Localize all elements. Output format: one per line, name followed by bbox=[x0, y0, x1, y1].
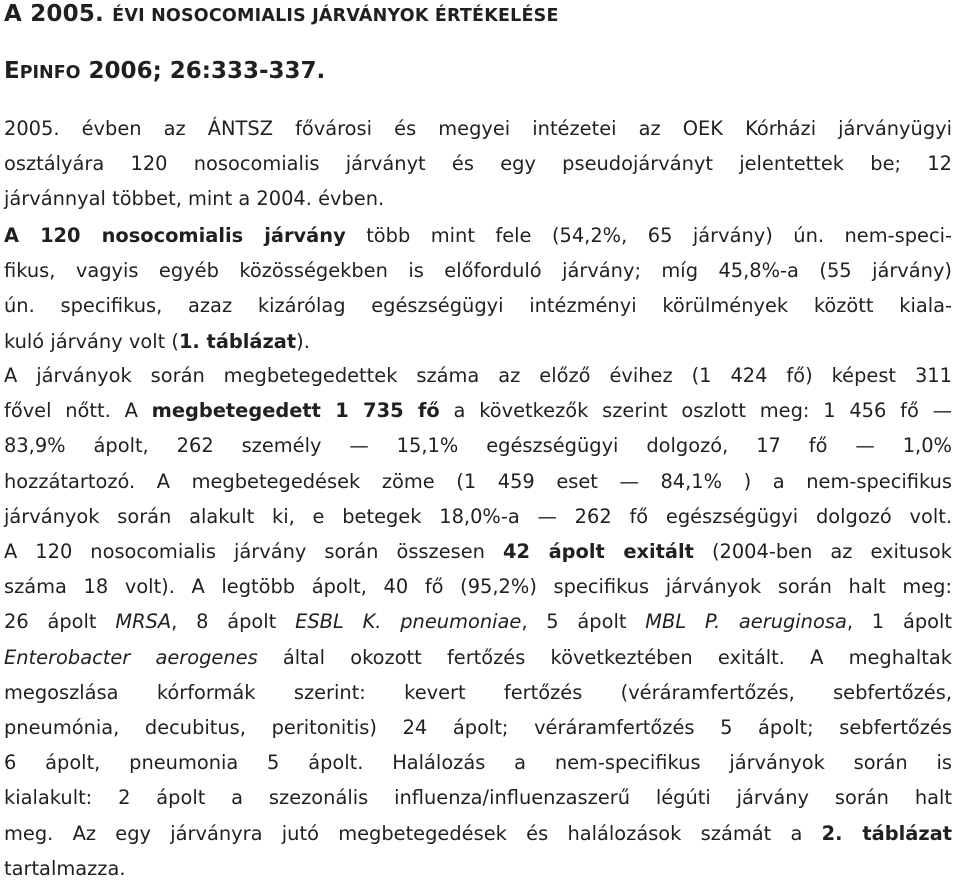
text-run: A 120 nosocomialis járvány során összesen bbox=[4, 540, 503, 564]
organism-name: ESBL K. pneumoniae bbox=[295, 610, 522, 634]
text-line: száma 18 volt). A legtöbb ápolt, 40 fő (95,2%) specifikus járványok során halt meg: bbox=[4, 575, 952, 599]
text-run: (2004-ben az exitusok bbox=[693, 540, 952, 564]
organism-name: Enterobacter aerogenes bbox=[4, 645, 258, 669]
text-line bbox=[4, 604, 952, 639]
text-line: ún. specifikus, azaz kizárólag egészségügyi intézményi körülmények között kiala- bbox=[4, 294, 952, 318]
emphasis: A 120 nosocomialis járvány bbox=[4, 224, 346, 247]
citation-part: PINFO bbox=[19, 63, 81, 83]
paragraph-2 bbox=[4, 218, 952, 359]
paragraph-1 bbox=[4, 111, 952, 217]
text-run: több mint fele (54,2%, 65 járvány) ún. nem-speci- bbox=[345, 224, 952, 247]
organism-name: MRSA bbox=[115, 610, 172, 634]
text-line: járványok során alakult ki, e betegek 18,0%-a — 262 fő egészségügyi dolgozó volt. bbox=[4, 504, 952, 528]
text-line: 2005. évben az ÁNTSZ fővárosi és megyei intézetei az OEK Kórházi járványügyi bbox=[4, 117, 952, 140]
text-line: tartalmazza. bbox=[4, 856, 126, 880]
text-line bbox=[4, 324, 952, 359]
citation-part: E bbox=[4, 58, 20, 84]
organism-name: MBL P. aeruginosa bbox=[645, 610, 847, 634]
page-title bbox=[4, 1, 559, 27]
paragraph-3 bbox=[4, 358, 952, 886]
text-run: meg. Az egy járványra jutó megbetegedések és halálozások számát a bbox=[4, 821, 822, 845]
text-run: , 5 ápolt bbox=[521, 610, 646, 634]
citation-part: 2006; 26:333-337. bbox=[80, 58, 326, 84]
text-line: pneumónia, decubitus, peritonitis) 24 ápolt; véráramfertőzés 5 ápolt; sebfertőzés bbox=[4, 716, 952, 740]
table-reference: 1. táblázat bbox=[178, 329, 297, 353]
text-line: A járványok során megbetegedettek száma az előző évihez (1 424 fő) képest 311 bbox=[4, 364, 952, 387]
emphasis: megbetegedett 1 735 fő bbox=[151, 399, 440, 423]
text-line: fikus, vagyis egyéb közösségekben is előforduló járvány; míg 45,8%-a (55 járvány) bbox=[4, 259, 952, 283]
text-line: járvánnyal többet, mint a 2004. évben. bbox=[4, 187, 385, 211]
text-line: osztályára 120 nosocomialis járványt és egy pseudojárványt jelentettek be; 12 bbox=[4, 152, 952, 176]
text-line bbox=[4, 534, 952, 569]
text-run: ). bbox=[296, 329, 310, 353]
text-run: 26 ápolt bbox=[4, 610, 116, 634]
text-run: kuló járvány volt ( bbox=[4, 329, 179, 353]
text-line: 83,9% ápolt, 262 személy — 15,1% egészségügyi dolgozó, 17 fő — 1,0% bbox=[4, 434, 952, 458]
title-part: ÉVI NOSOCOMIALIS JÁRVÁNYOK ÉRTÉKELÉSE bbox=[112, 6, 559, 26]
citation bbox=[4, 58, 325, 84]
text-line: 6 ápolt, pneumonia 5 ápolt. Halálozás a nem-specifikus járványok során is bbox=[4, 751, 952, 775]
table-reference: 2. táblázat bbox=[821, 821, 953, 845]
text-line: megoszlása kórformák szerint: kevert fertőzés (véráramfertőzés, sebfertőzés, bbox=[4, 680, 952, 704]
text-run: által okozott fertőzés következtében exitált. A meghaltak bbox=[257, 645, 953, 669]
text-line: hozzátartozó. A megbetegedések zöme (1 459 eset — 84,1% ) a nem-specifikus bbox=[4, 469, 952, 493]
text-run: , 8 ápolt bbox=[171, 610, 296, 634]
emphasis: 42 ápolt exitált bbox=[502, 540, 694, 564]
text-run: , 1 ápolt bbox=[846, 610, 952, 634]
title-part: A 2005. bbox=[4, 1, 113, 27]
text-run: a következők szerint oszlott meg: 1 456 fő — bbox=[439, 399, 952, 423]
text-line: kialakult: 2 ápolt a szezonális influenza/influenzaszerű légúti járvány során halt bbox=[4, 786, 952, 810]
text-line bbox=[4, 640, 952, 675]
text-run: fővel nőtt. A bbox=[4, 399, 152, 423]
text-line bbox=[4, 393, 952, 428]
text-line bbox=[4, 816, 952, 851]
text-line bbox=[4, 218, 952, 253]
